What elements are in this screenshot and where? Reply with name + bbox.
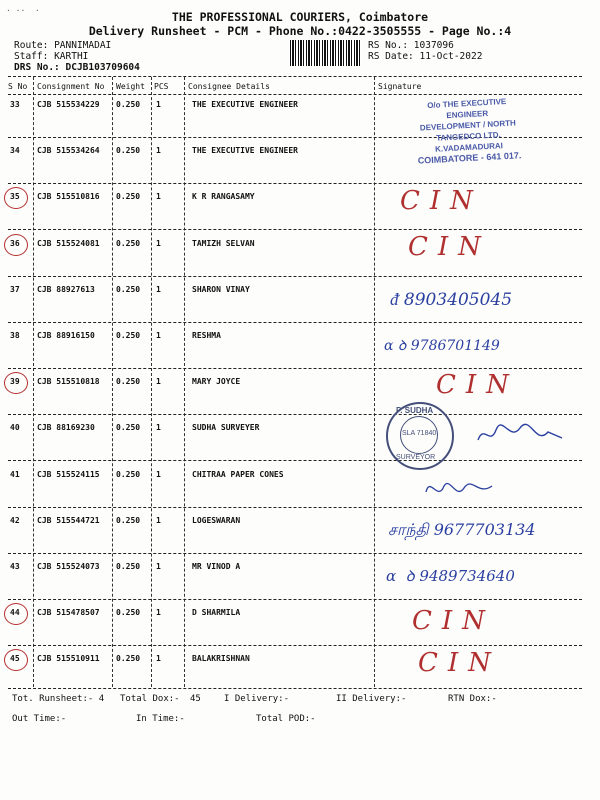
handwritten-phone: சாந்தி 9677703134 (388, 520, 536, 539)
seal-name: P. SUDHA (396, 406, 434, 415)
tot-runsheet: Tot. Runsheet:- 4 (12, 694, 105, 704)
row-pcs: 1 (156, 100, 161, 109)
row-separator (8, 183, 582, 184)
stamp-line: TANGEDCO LTD. (435, 130, 501, 143)
row-sno: 43 (10, 562, 20, 571)
row-pcs: 1 (156, 377, 161, 386)
row-pcs: 1 (156, 516, 161, 525)
col-divider (374, 77, 375, 687)
row-consignee: THE EXECUTIVE ENGINEER (192, 100, 298, 109)
row-consignee: K R RANGASAMY (192, 192, 255, 201)
row-consignee: SHARON VINAY (192, 285, 250, 294)
drs-line (14, 62, 140, 73)
seal-title: SURVEYOR (396, 454, 436, 461)
handwritten-signature (420, 472, 500, 506)
col-consignment: Consignment No (37, 82, 105, 91)
row-sno: 41 (10, 470, 20, 479)
stamp-line: K.VADAMADURAI (434, 141, 504, 154)
cin-mark: CIN (436, 370, 519, 400)
row-separator (8, 553, 582, 554)
row-separator (8, 507, 582, 508)
row-consignee: D SHARMILA (192, 608, 241, 617)
row-sno: 33 (10, 100, 20, 109)
row-consignee: TAMIZH SELVAN (192, 239, 255, 248)
row-consignee: SUDHA SURVEYER (192, 423, 260, 432)
handwritten-circle-mark (4, 603, 28, 625)
drs-value: DCJB103709604 (65, 62, 140, 73)
company-title: THE PROFESSIONAL COURIERS, Coimbatore (171, 10, 429, 24)
row-sno: 37 (10, 285, 20, 294)
row-consignment: CJB 515478507 (37, 608, 100, 617)
rs-date-value: 11-Oct-2022 (419, 51, 483, 62)
table-header-rule (8, 94, 582, 95)
i-delivery: I Delivery:- (224, 694, 290, 704)
row-pcs: 1 (156, 608, 161, 617)
handwritten-circle-mark (4, 234, 28, 256)
table-bottom-rule (8, 688, 582, 689)
row-sno: 39 (10, 377, 20, 386)
col-divider (184, 77, 185, 687)
row-pcs: 1 (156, 146, 161, 155)
row-consignment: CJB 515510816 (37, 192, 100, 201)
total-dox-label: Total Dox:- (120, 694, 180, 704)
row-separator (8, 229, 582, 230)
rs-no-label: RS No.: (368, 40, 409, 51)
rs-no-value: 1037096 (413, 40, 454, 51)
row-consignee: BALAKRISHNAN (192, 654, 250, 663)
row-pcs: 1 (156, 192, 161, 201)
row-weight: 0.250 (116, 100, 141, 109)
runsheet-subtitle: Delivery Runsheet - PCM - Phone No.:0422-3505555 - Page No.:4 (88, 24, 512, 38)
route-line (14, 40, 111, 51)
col-divider (112, 77, 113, 687)
row-weight: 0.250 (116, 192, 141, 201)
cin-mark: CIN (418, 648, 501, 678)
handwritten-signature (470, 418, 570, 452)
row-pcs: 1 (156, 423, 161, 432)
row-sno: 35 (10, 192, 20, 201)
row-weight: 0.250 (116, 608, 141, 617)
table-top-rule (8, 76, 582, 77)
row-pcs: 1 (156, 331, 161, 340)
row-sno: 42 (10, 516, 20, 525)
handwritten-phone: ɑ ꝺ 9489734640 (386, 567, 515, 585)
col-pcs: PCS (154, 82, 169, 91)
row-consignee: CHITRAA PAPER CONES (192, 470, 284, 479)
col-signature: Signature (378, 82, 422, 91)
phone-number: 9489734640 (419, 567, 515, 585)
row-consignee: RESHMA (192, 331, 221, 340)
row-sno: 45 (10, 654, 20, 663)
rtn-dox: RTN Dox:- (448, 694, 497, 704)
handwritten-circle-mark (4, 372, 28, 394)
row-weight: 0.250 (116, 377, 141, 386)
row-sno: 44 (10, 608, 20, 617)
route-value: PANNIMADAI (54, 40, 112, 51)
row-consignee: MARY JOYCE (192, 377, 241, 386)
row-weight: 0.250 (116, 146, 141, 155)
out-time: Out Time:- (12, 714, 67, 724)
in-time: In Time:- (136, 714, 185, 724)
row-separator (8, 645, 582, 646)
row-separator (8, 414, 582, 415)
row-consignment: CJB 515524115 (37, 470, 100, 479)
surveyor-seal (386, 402, 454, 470)
handwritten-phone: ᵭ 8903405045 (390, 290, 513, 310)
row-pcs: 1 (156, 654, 161, 663)
total-pod: Total POD:- (256, 714, 316, 724)
staff-line (14, 51, 88, 62)
row-pcs: 1 (156, 239, 161, 248)
row-consignee: THE EXECUTIVE ENGINEER (192, 146, 298, 155)
row-sno: 36 (10, 239, 20, 248)
row-consignment: CJB 515534229 (37, 100, 100, 109)
handwritten-circle-mark (4, 187, 28, 209)
col-details: Consignee Details (188, 82, 270, 91)
scan-mark: · ·· · (6, 6, 40, 15)
rs-no-line (368, 40, 454, 51)
row-weight: 0.250 (116, 470, 141, 479)
route-label: Route: (14, 40, 49, 51)
row-pcs: 1 (156, 285, 161, 294)
row-separator (8, 276, 582, 277)
ii-delivery: II Delivery:- (336, 694, 407, 704)
col-weight: Weight (116, 82, 145, 91)
cin-mark: CIN (408, 232, 491, 262)
handwritten-phone: ɑ ꝺ 9786701149 (384, 338, 500, 354)
col-divider (33, 77, 34, 687)
row-separator (8, 599, 582, 600)
cin-mark: CIN (400, 186, 483, 216)
row-weight: 0.250 (116, 239, 141, 248)
row-separator (8, 322, 582, 323)
row-consignment: CJB 88927613 (37, 285, 95, 294)
col-divider (151, 77, 152, 687)
row-pcs: 1 (156, 470, 161, 479)
rs-date-label: RS Date: (368, 51, 414, 62)
row-sno: 34 (10, 146, 20, 155)
row-sno: 40 (10, 423, 20, 432)
staff-label: Staff: (14, 51, 49, 62)
row-consignment: CJB 515544721 (37, 516, 100, 525)
row-separator (8, 368, 582, 369)
row-consignment: CJB 88916150 (37, 331, 95, 340)
handwritten-circle-mark (4, 649, 28, 671)
total-dox-value: 45 (190, 694, 201, 704)
phone-number: 8903405045 (403, 290, 513, 310)
phone-number: 9677703134 (433, 520, 536, 539)
row-consignment: CJB 515510911 (37, 654, 100, 663)
phone-number: 9786701149 (410, 338, 500, 354)
col-sno: S No (8, 82, 28, 91)
barcode (290, 40, 362, 66)
seal-number: SLA 71840 (402, 430, 437, 437)
row-consignee: LOGESWARAN (192, 516, 241, 525)
office-stamp (409, 95, 528, 166)
row-weight: 0.250 (116, 423, 141, 432)
row-weight: 0.250 (116, 562, 141, 571)
rs-date-line (368, 51, 482, 62)
row-separator (8, 460, 582, 461)
row-sno: 38 (10, 331, 20, 340)
row-weight: 0.250 (116, 331, 141, 340)
row-consignment: CJB 515534264 (37, 146, 100, 155)
cin-mark: CIN (412, 606, 495, 636)
row-consignment: CJB 515510818 (37, 377, 100, 386)
row-weight: 0.250 (116, 654, 141, 663)
stamp-line: DEVELOPMENT / NORTH (419, 118, 517, 133)
stamp-line: COIMBATORE - 641 017. (417, 150, 522, 166)
row-consignment: CJB 515524073 (37, 562, 100, 571)
row-weight: 0.250 (116, 516, 141, 525)
staff-value: KARTHI (54, 51, 89, 62)
row-pcs: 1 (156, 562, 161, 571)
row-consignment: CJB 515524081 (37, 239, 100, 248)
row-consignee: MR VINOD A (192, 562, 241, 571)
drs-label: DRS No.: (14, 62, 60, 73)
stamp-line: O/o THE EXECUTIVE ENGINEER (426, 96, 507, 121)
row-weight: 0.250 (116, 285, 141, 294)
row-consignment: CJB 88169230 (37, 423, 95, 432)
